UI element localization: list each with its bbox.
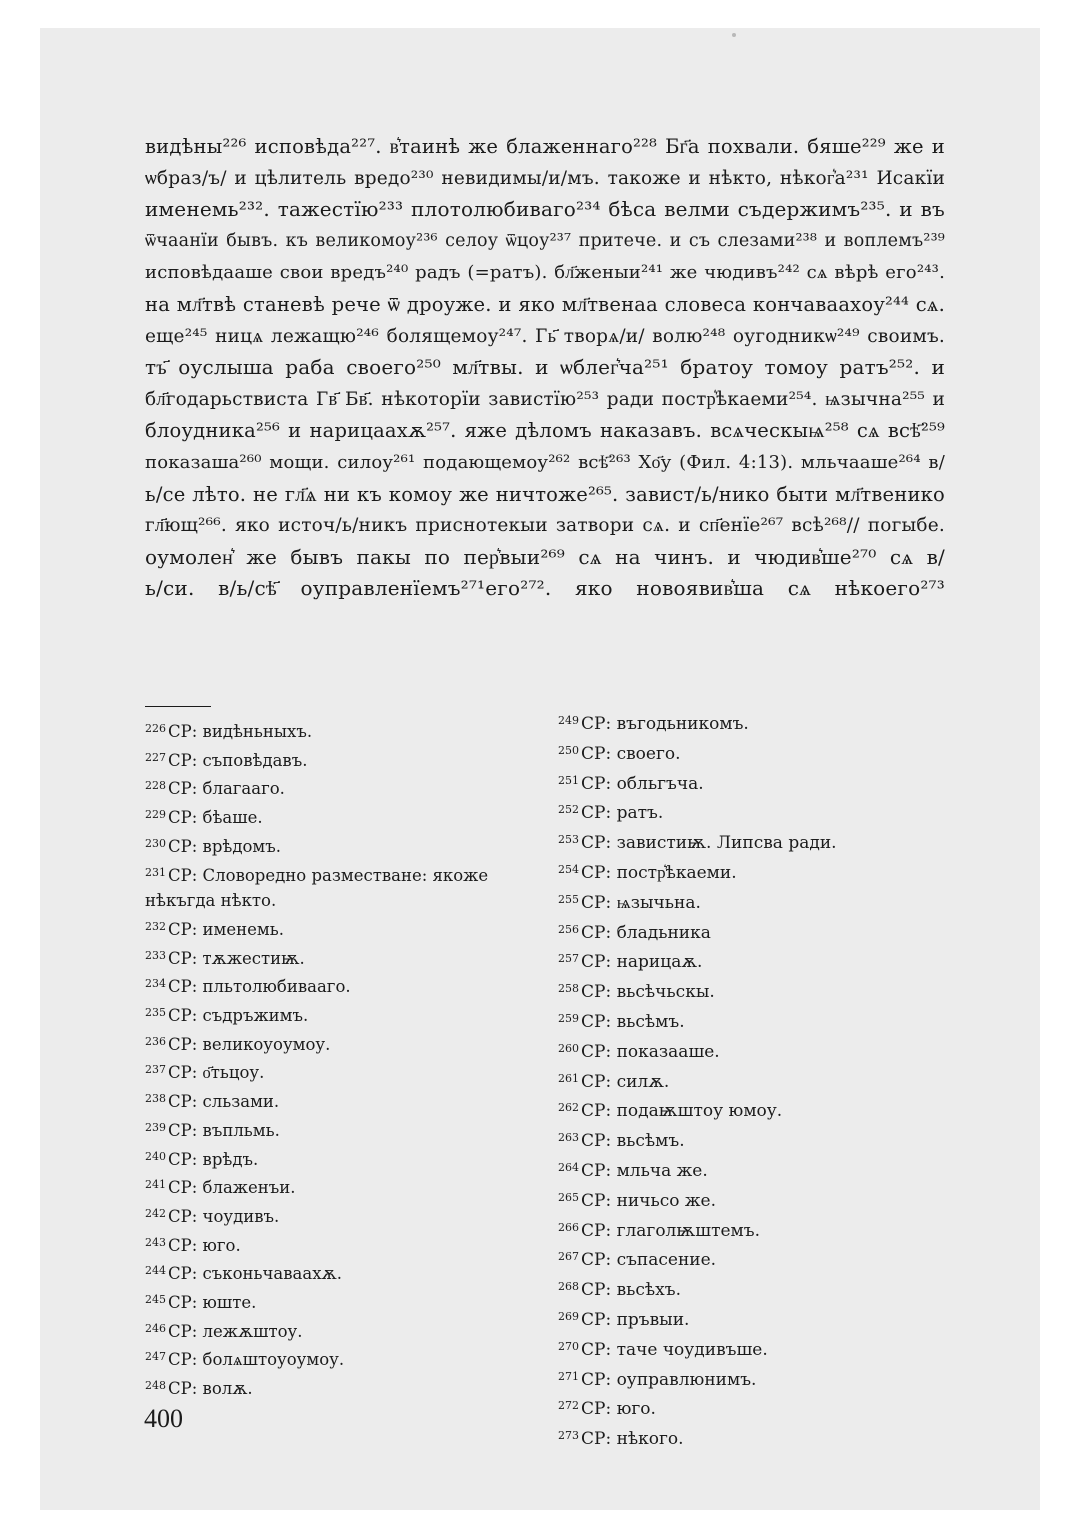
footnote-text: СР: чоудивъ. bbox=[168, 1206, 280, 1226]
footnote bbox=[145, 802, 545, 831]
footnote bbox=[145, 1086, 545, 1115]
footnote-text: СР: глаголѭштемъ. bbox=[581, 1220, 760, 1241]
footnote bbox=[145, 1373, 545, 1402]
footnote bbox=[145, 914, 545, 943]
footnote-number: 260 bbox=[558, 1041, 579, 1055]
footnote-text: СР: таче чоудивъше. bbox=[581, 1339, 768, 1360]
footnote-text: СР: именемь. bbox=[168, 919, 284, 939]
footnote-number: 262 bbox=[558, 1101, 579, 1115]
footnote-number: 248 bbox=[145, 1379, 166, 1393]
footnote-number: 232 bbox=[145, 919, 166, 933]
footnote-number: 239 bbox=[145, 1120, 166, 1134]
footnote-text: СР: нѣкого. bbox=[581, 1429, 684, 1450]
footnote bbox=[145, 1115, 545, 1144]
footnote bbox=[558, 1334, 958, 1364]
footnote-number: 249 bbox=[558, 714, 579, 727]
footnote bbox=[558, 1393, 958, 1423]
footnote-text: СР: сльзами. bbox=[168, 1092, 280, 1112]
footnote bbox=[145, 1316, 545, 1345]
footnote-number: 252 bbox=[558, 803, 579, 817]
footnote bbox=[558, 976, 958, 1006]
footnote-text: СР: юго. bbox=[581, 1399, 656, 1420]
main-text-line: ѡбраз/ъ/ и цѣлитель вредо²³⁰ невидимы/и/мъ. такоже и нѣкто, нѣког͛а²³¹ Исакїи bbox=[145, 167, 945, 189]
footnote bbox=[558, 1125, 958, 1155]
footnote-text: СР: показааше. bbox=[581, 1041, 720, 1062]
footnote-text: СР: вьсѣхъ. bbox=[581, 1280, 681, 1301]
footnote bbox=[145, 1230, 545, 1259]
footnote-number: 234 bbox=[145, 977, 166, 991]
footnote-number: 269 bbox=[558, 1309, 579, 1323]
footnote-text: СР: вьсѣмъ. bbox=[581, 1131, 685, 1152]
footnote-number: 245 bbox=[145, 1293, 166, 1307]
footnote bbox=[558, 1215, 958, 1245]
footnote bbox=[558, 797, 958, 827]
paper-speck bbox=[732, 33, 736, 37]
footnote-number: 228 bbox=[145, 779, 166, 793]
footnote bbox=[558, 1244, 958, 1274]
footnotes-left-column bbox=[145, 716, 545, 1402]
footnote bbox=[145, 1258, 545, 1287]
footnote-text: СР: ратъ. bbox=[581, 803, 664, 824]
footnote bbox=[558, 946, 958, 976]
footnote bbox=[558, 1155, 958, 1185]
footnote bbox=[145, 943, 545, 972]
footnote-text: СР: съповѣдавъ. bbox=[168, 750, 308, 770]
footnote-number: 254 bbox=[558, 862, 579, 876]
footnote-number: 238 bbox=[145, 1092, 166, 1106]
footnote bbox=[558, 1036, 958, 1066]
footnote-text: СР: вьсѣмъ. bbox=[581, 1011, 685, 1032]
main-text-line: оумолен͛ же бывъ пакы по пер͛выи²⁶⁹ сѧ на чинъ. и чюдив͛ше²⁷⁰ сѧ в/ bbox=[145, 544, 945, 569]
footnote-text: СР: силѫ. bbox=[581, 1071, 670, 1092]
footnote bbox=[145, 773, 545, 802]
footnote-number: 272 bbox=[558, 1399, 579, 1413]
footnote-number: 268 bbox=[558, 1280, 579, 1294]
main-text-line: ь/си. в/ь/сѣ҃ оуправленїемъ²⁷¹его²⁷². яко новоявив͛ша сѧ нѣкоего²⁷³ bbox=[145, 576, 945, 601]
footnote-number: 267 bbox=[558, 1250, 579, 1264]
footnote-separator bbox=[145, 706, 211, 707]
footnote-text: СР: въпльмь. bbox=[168, 1120, 280, 1140]
footnote-text: СР: юго. bbox=[168, 1235, 241, 1255]
footnote bbox=[145, 716, 545, 745]
footnote-text: СР: нарицаѫ. bbox=[581, 952, 703, 973]
footnote-text: СР: врѣдомъ. bbox=[168, 836, 282, 856]
footnote-text: СР: волѫ. bbox=[168, 1379, 253, 1399]
footnote-text: СР: подаѭштоу юмоу. bbox=[581, 1101, 783, 1122]
footnote-text: СР: вьсѣчьскы. bbox=[581, 982, 715, 1003]
footnote-text: СР: великоуоумоу. bbox=[168, 1034, 331, 1054]
main-text-line: блоудника²⁵⁶ и нарицааxѫ²⁵⁷. яже дѣломъ наказавъ. всѧческыѩ²⁵⁸ сѧ всѣ҃²⁵⁹ bbox=[145, 419, 945, 443]
footnote bbox=[558, 827, 958, 857]
footnote-text: СР: мльча же. bbox=[581, 1160, 708, 1181]
footnote-text: СР: бѣаше. bbox=[168, 808, 263, 828]
main-text-line: именемь²³². тажестїю²³³ плотолюбиваго²³⁴ бѣса велми съдержимъ²³⁵. и въ bbox=[145, 197, 945, 222]
footnote bbox=[558, 1274, 958, 1304]
footnote-number: 270 bbox=[558, 1339, 579, 1353]
footnote-number: 235 bbox=[145, 1006, 166, 1020]
footnote bbox=[558, 768, 958, 798]
main-text-line: исповѣдааше свои вредъ²⁴⁰ радъ (=ратъ). бл҃женыи²⁴¹ же чюдивъ²⁴² сѧ вѣрѣ его²⁴³. bbox=[145, 262, 945, 284]
footnote bbox=[558, 1095, 958, 1125]
footnote-number: 259 bbox=[558, 1011, 579, 1025]
footnote-number: 273 bbox=[558, 1429, 579, 1443]
footnote-text: СР: въгодьникомъ. bbox=[581, 714, 749, 734]
footnote-text: СР: благааго. bbox=[168, 779, 285, 799]
footnote-number: 258 bbox=[558, 982, 579, 996]
footnote-number: 233 bbox=[145, 948, 166, 962]
footnote-text: СР: съконьчавааxѫ. bbox=[168, 1264, 342, 1284]
main-text-block bbox=[145, 131, 945, 605]
footnote bbox=[145, 1029, 545, 1058]
footnote-number: 250 bbox=[558, 743, 579, 757]
footnote-number: 244 bbox=[145, 1264, 166, 1278]
main-text-line: показаша²⁶⁰ мощи. силоу²⁶¹ подающемоу²⁶² всѣ҃²⁶³ Хо҃у (Фил. 4:13). мльчааше²⁶⁴ в/ bbox=[145, 451, 945, 473]
footnote bbox=[145, 860, 545, 914]
main-text-line: бл҃годарьствиста Гв҃ Бв҃. нѣкоторїи завистїю²⁵³ ради постр͛ѣкаеми²⁵⁴. ѩзычна²⁵⁵ и bbox=[145, 388, 945, 410]
main-text-line: видѣны²²⁶ исповѣда²²⁷. в͛таинѣ же блаженнаго²²⁸ Бг҃а похвали. бяше²²⁹ же и bbox=[145, 135, 945, 158]
footnote-text: СР: о҃тьцоу. bbox=[168, 1063, 265, 1083]
footnote bbox=[558, 887, 958, 917]
main-text-line: гл҃ющ²⁶⁶. яко источ/ь/никъ приснотекыи затвори сѧ. и сп҃енїе²⁶⁷ всѣ²⁶⁸// погыбе. bbox=[145, 515, 945, 537]
footnote-text: СР: ничьсо же. bbox=[581, 1190, 716, 1211]
footnote-number: 230 bbox=[145, 836, 166, 850]
footnote bbox=[145, 831, 545, 860]
footnote bbox=[145, 1057, 545, 1086]
footnote-number: 243 bbox=[145, 1235, 166, 1249]
footnote-number: 253 bbox=[558, 833, 579, 847]
footnote-text: СР: бладьника bbox=[581, 922, 711, 943]
footnote bbox=[558, 708, 958, 738]
footnote-number: 264 bbox=[558, 1160, 579, 1174]
footnote-number: 266 bbox=[558, 1220, 579, 1234]
footnote-number: 257 bbox=[558, 952, 579, 966]
footnote bbox=[558, 1066, 958, 1096]
book-page bbox=[40, 28, 1040, 1510]
main-text-line: тъ҃ оуслыша раба своего²⁵⁰ мл҃твы. и ѡблег͛ча²⁵¹ братоу томоу ратъ²⁵². и bbox=[145, 355, 945, 380]
main-text-line: еще²⁴⁵ ницѧ лежащю²⁴⁶ болящемоу²⁴⁷. Гь҃ творѧ/и/ волю²⁴⁸ оугодникѡ²⁴⁹ своимъ. bbox=[145, 325, 945, 347]
footnote-text: СР: Словоредно разместване: якоже нѣкъгда нѣкто. bbox=[145, 865, 489, 911]
footnote bbox=[145, 1287, 545, 1316]
footnote-number: 247 bbox=[145, 1350, 166, 1364]
footnote-text: СР: завистиѭ. Липсва ради. bbox=[581, 833, 837, 854]
footnote bbox=[145, 1000, 545, 1029]
footnote-number: 251 bbox=[558, 773, 579, 787]
page-number: 400 bbox=[144, 1404, 183, 1433]
footnote-number: 265 bbox=[558, 1190, 579, 1204]
footnote-text: СР: оуправлюнимъ. bbox=[581, 1369, 757, 1390]
footnotes-right-column bbox=[558, 708, 958, 1453]
footnote-text: СР: тѫжестиѭ. bbox=[168, 948, 305, 968]
footnote-text: СР: видѣньныхъ. bbox=[168, 722, 313, 741]
footnote bbox=[558, 917, 958, 947]
footnote-number: 227 bbox=[145, 750, 166, 764]
footnote-number: 231 bbox=[145, 865, 166, 879]
footnote bbox=[145, 1344, 545, 1373]
footnote-number: 271 bbox=[558, 1369, 579, 1383]
footnote-text: СР: болѧштоуоумоу. bbox=[168, 1350, 345, 1370]
footnote-number: 236 bbox=[145, 1034, 166, 1048]
footnote-text: СР: обльгъча. bbox=[581, 773, 704, 794]
main-text-line: ь/се лѣто. не гл҃ѧ ни къ комоу же ничтоже²⁶⁵. завист/ь/нико быти мл҃твенико bbox=[145, 482, 945, 506]
footnote-number: 237 bbox=[145, 1063, 166, 1077]
footnote-number: 255 bbox=[558, 892, 579, 906]
footnote-text: СР: юште. bbox=[168, 1293, 257, 1313]
footnote-text: СР: съпасение. bbox=[581, 1250, 717, 1271]
main-text-line: на мл҃твѣ станевѣ рече ѿ дроуже. и яко мл҃твенаа словеса кончавааxоу²⁴⁴ сѧ. bbox=[145, 292, 945, 316]
footnote-text: СР: блаженъи. bbox=[168, 1178, 296, 1198]
footnote-number: 240 bbox=[145, 1149, 166, 1163]
footnote-text: СР: лежѫштоу. bbox=[168, 1321, 303, 1341]
footnote-number: 246 bbox=[145, 1321, 166, 1335]
footnote-text: СР: пльтолюбиваaго. bbox=[168, 977, 351, 997]
footnote bbox=[145, 1144, 545, 1173]
footnote-text: СР: своего. bbox=[581, 743, 681, 764]
footnote bbox=[558, 1006, 958, 1036]
footnote bbox=[558, 1185, 958, 1215]
footnote bbox=[558, 857, 958, 887]
footnote bbox=[145, 1172, 545, 1201]
footnote bbox=[145, 1201, 545, 1230]
footnote-number: 241 bbox=[145, 1178, 166, 1192]
footnote bbox=[558, 1364, 958, 1394]
footnote-number: 242 bbox=[145, 1206, 166, 1220]
footnote bbox=[558, 738, 958, 768]
footnote bbox=[558, 1304, 958, 1334]
footnote-number: 256 bbox=[558, 922, 579, 936]
footnote-number: 261 bbox=[558, 1071, 579, 1085]
footnote-number: 226 bbox=[145, 722, 166, 735]
footnote-text: СР: ѩзычьна. bbox=[581, 892, 701, 913]
footnote-number: 263 bbox=[558, 1131, 579, 1145]
footnote bbox=[145, 971, 545, 1000]
footnote-number: 229 bbox=[145, 808, 166, 822]
footnote-text: СР: съдръжимъ. bbox=[168, 1006, 309, 1026]
footnote bbox=[558, 1423, 958, 1453]
footnote-text: СР: постр͛ѣкаеми. bbox=[581, 862, 737, 883]
footnote bbox=[145, 745, 545, 774]
footnote-text: СР: врѣдъ. bbox=[168, 1149, 259, 1169]
footnote-text: СР: пръвыи. bbox=[581, 1309, 690, 1330]
main-text-line: ѿчаанїи бывъ. къ великомоу²³⁶ селоу ѿцоу²³⁷ притече. и съ слезами²³⁸ и воплемъ²³⁹ bbox=[145, 230, 945, 251]
